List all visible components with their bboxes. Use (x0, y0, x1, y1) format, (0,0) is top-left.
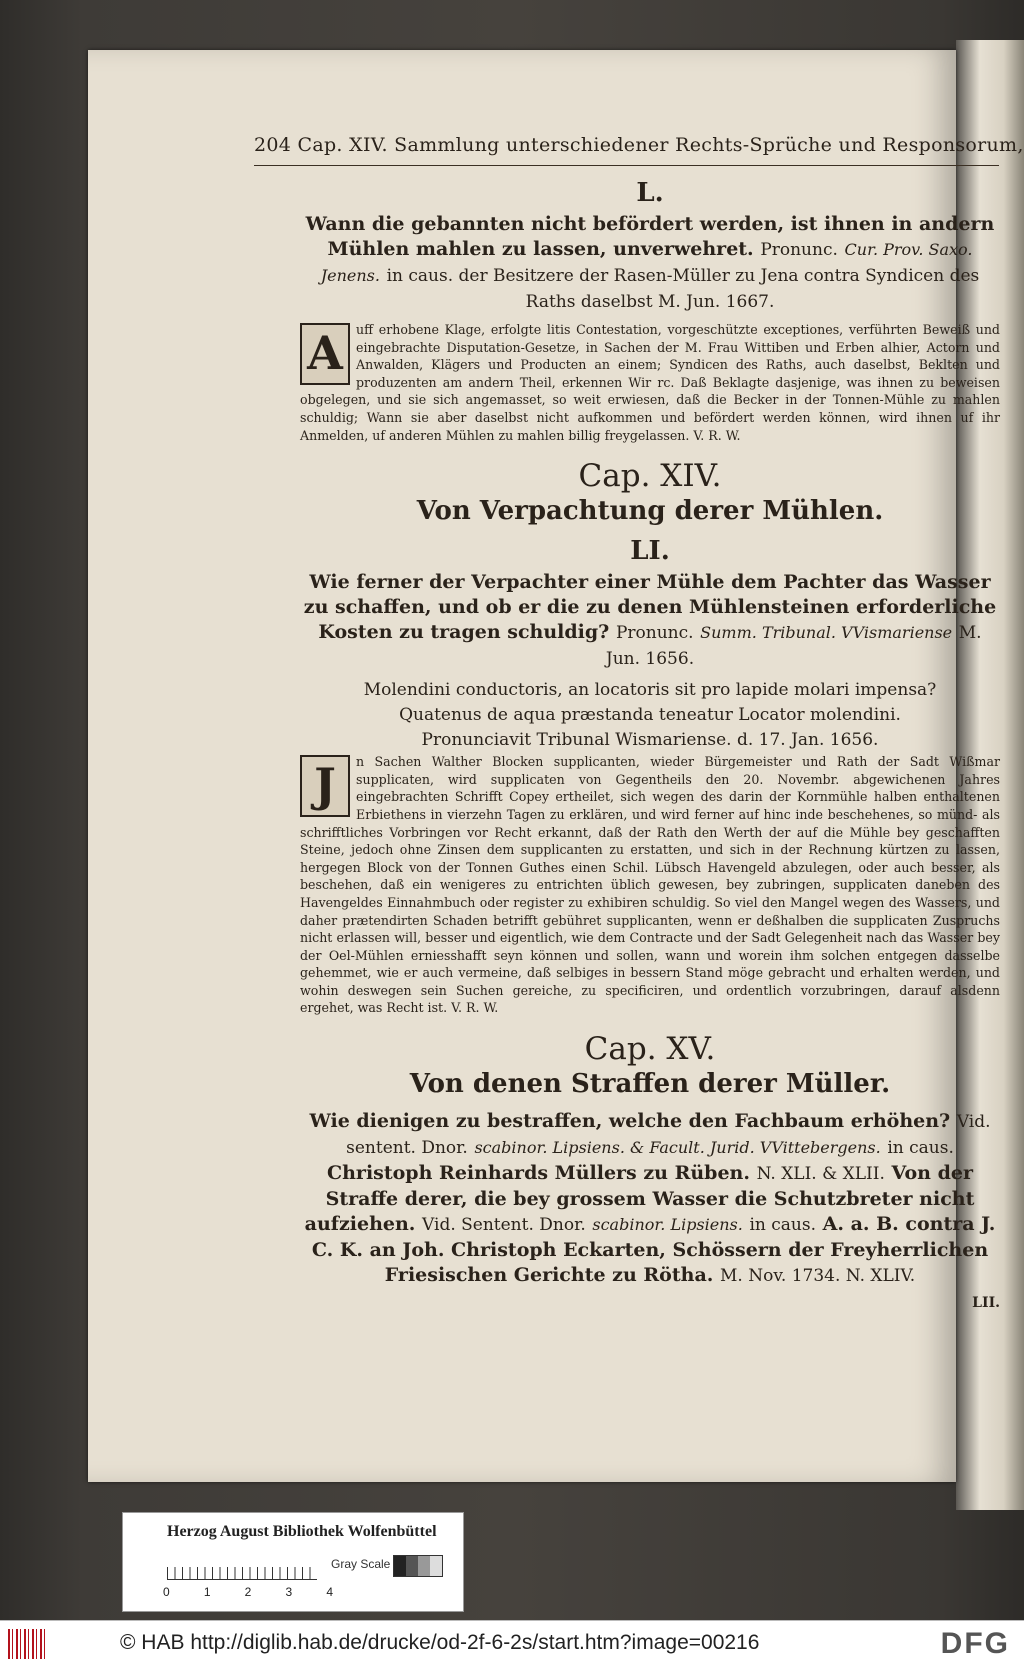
summary-heading-1: Wie dienigen zu bestraffen, welche den Fachbaum erhöhen? (309, 1110, 951, 1133)
latin-line-2: Quatenus de aqua præstanda teneatur Locator molendini. (399, 705, 901, 726)
section-heading-LI (300, 570, 1000, 672)
gray-scale-swatch (393, 1555, 443, 1577)
section-number-L: L. (636, 178, 664, 208)
ruler-tick: 1 (203, 1585, 211, 1599)
chapter-title-XIV: Cap. XIV. (578, 458, 722, 495)
section-number-LI: LI. (630, 536, 670, 567)
page-content (300, 174, 1000, 1311)
catchword: LII. (972, 1295, 1000, 1312)
copyright-link[interactable]: © HAB http://diglib.hab.de/drucke/od-2f-6-2s/start.htm?image=00216 (120, 1631, 760, 1654)
dropcap-J: J (300, 755, 350, 817)
ruler (167, 1557, 317, 1580)
running-head: 204 Cap. XIV. Sammlung unterschiedener Rechts-Sprüche und Responsorum, (254, 134, 1024, 156)
scale-bar-card (122, 1512, 464, 1612)
section-body-LI (300, 753, 1000, 1017)
summary-ref-1-rest: in caus. (887, 1138, 954, 1159)
heading-text: Wie ferner der Verpachter einer Mühle dem Pachter das Wasser zu schaffen, und ob er die zu denen Mühlensteinen erforderliche Kosten zu tragen schuldig? (303, 571, 997, 644)
ruler-tick: 4 (326, 1585, 333, 1599)
chapter-title-XV: Cap. XV. (584, 1031, 716, 1068)
footer-bar (0, 1620, 1024, 1667)
summary-heading-2: Christoph Reinhards Müllers zu Rüben. (327, 1162, 750, 1185)
section-body-L (300, 321, 1000, 444)
summary-ref-4: M. Nov. 1734. N. XLIV. (720, 1266, 916, 1287)
ruler-tick: 0 (163, 1585, 170, 1599)
summary-ref-3-rest: in caus. (749, 1215, 816, 1236)
dfg-logo: DFG (940, 1627, 1010, 1660)
heading-court: Summ. Tribunal. VVismariense (700, 623, 953, 643)
ruler-tick: 3 (285, 1585, 293, 1599)
heading-court: Cur. Prov. Saxo. Jenens. (320, 240, 973, 285)
hab-barcode-icon (8, 1629, 48, 1659)
ruler-tick: 2 (244, 1585, 252, 1599)
body-text: n Sachen Walther Blocken supplicanten, wieder Bürgemeister und Rath der Sadt Wißmar supplicaten, wird supplicaten von Gegentheils den 20. Novembr. abgewichenen Jahres eingebrachten Schrifft Copey ertheilet, sich wegen des darin der Kornmühle halben enthaltenen Erbiethens in vierzehn Tagen zu erklären, und wird ferner auf hinc inde beschehenes, so münd- als schrifftliches Vorbringen vor Recht erkannt, daß der Rath den Werth der auf die Mühle bey geschafften Steine, jedoch ohne Zinsen dem supplicanten zu erstatten, und sich in der Rechnung kürtzen zu lassen, hergegen Block von der Tonnen Guthes einen Schil. Lübsch Havengeld abzulegen, oder auch besser, als beschehen, daß ein wenigeres zu entrichten üblich gewesen, bey zubringen, supplicaten daneben des Havengeldes Einnahmbuch oder register zu exhibiren schuldig. So viel den Mangel wegen des Wassers, und daher prætendirten Schaden betrifft gebühret supplicanten, wenn er deßhalben die supplicaten Zuspruchs nicht erlassen will, besser und eigentlich, wie dem Contracte und der Sadt Gelegenheit nach das Wasser bey der Oel-Mühlen erniesshafft seyn können und sollen, wann und worein ihm solchen entgegen dasselbe gehemmet, wie er auch vermeine, daß selbiges in bessern Stand möge gebracht und erhalten werden, und wohin deswegen sein Suchen gereiche, zu specificiren, und ordentlich vorzubringen, darauf alsdenn ergehet, was Recht ist. V. R. W. (300, 754, 1000, 1016)
heading-rest: M. Jun. 1656. (605, 623, 982, 670)
heading-source: Pronunc. (615, 623, 694, 644)
ruler-numbers (163, 1585, 333, 1599)
latin-line-1: Molendini conductoris, an locatoris sit pro lapide molari impensa? (363, 680, 937, 701)
dropcap-A: A (300, 323, 350, 385)
heading-text: Wann die gebannten nicht befördert werden, ist ihnen in andern Mühlen mahlen zu lassen, unverwehret. (305, 213, 995, 260)
head-rule (254, 165, 999, 166)
heading-rest: in caus. der Besitzere der Rasen-Müller zu Jena contra Syndicen des Raths daselbst M. Jun. 1667. (386, 266, 980, 312)
summary-ref-1: Vid. sentent. Dnor. (346, 1112, 991, 1159)
chapter-subtitle-XV: Von denen Straffen derer Müller. (409, 1069, 891, 1100)
latin-line-3: Pronunciavit Tribunal Wismariense. d. 17. Jan. 1656. (421, 730, 879, 751)
summary-ref-3: Vid. Sentent. Dnor. (422, 1215, 586, 1236)
gray-scale-label: Gray Scale (331, 1557, 391, 1571)
summary-heading-4: A. a. B. contra J. C. K. an Joh. Christoph Eckarten, Schössern der Freyherrlichen Friesischen Gerichte zu Rötha. (311, 1213, 996, 1287)
heading-source: Pronunc. (760, 240, 838, 260)
summary-ref-3-court: scabinor. Lipsiens. (592, 1215, 743, 1235)
book-page (88, 50, 1024, 1482)
summary-ref-1-court: scabinor. Lipsiens. & Facult. Jurid. VVittebergens. (474, 1138, 881, 1158)
summary-ref-2: N. XLI. & XLII. (756, 1164, 885, 1185)
body-text: uff erhobene Klage, erfolgte litis Contestation, vorgeschützte exceptiones, verführten Beweiß und eingebrachte Disputation-Gesetze, in Sachen der M. Frau Wittiben und Erben alhier, Actorn und Anwalden, Klägers und Producten an einem; Syndicen des Raths, auch daselbst, Beklten und produzenten am andern Theil, erkennen Wir rc. Daß Beklagte dasjenige, was ihnen zu beweisen obgelegen, und sie sich angemasset, so weit erwiesen, daß die Becker in der Tonnen-Mühle zu mahlen schuldig; Wann sie aber daselbst nicht aufkommen und befördert werden können, wird ihnen uf ihr Anmelden, uf anderen Mühlen zu mahlen billig freygelassen. V. R. W. (300, 322, 1000, 443)
chapter-subtitle-XIV: Von Verpachtung derer Mühlen. (416, 496, 884, 527)
chapter-XV-summary (300, 1109, 1000, 1289)
summary-heading-3: Von der Straffe derer, die bey grossem Wasser die Schutzbreter nicht aufziehen. (304, 1162, 975, 1236)
section-heading-L (300, 212, 1000, 315)
library-name: Herzog August Bibliothek Wolfenbüttel (167, 1523, 437, 1540)
